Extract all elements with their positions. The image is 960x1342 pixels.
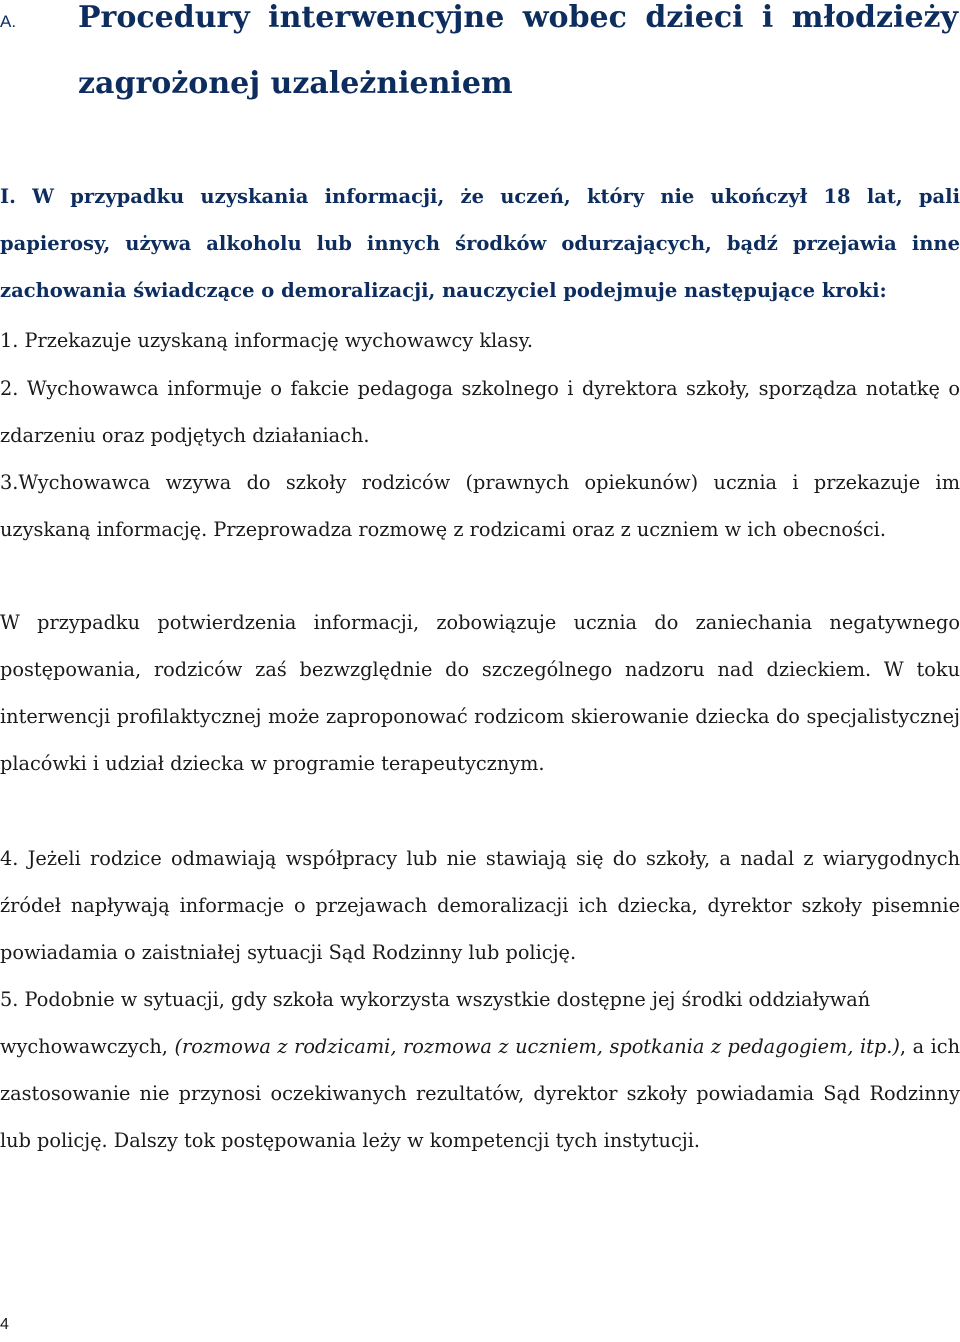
step-5-end: , a ich zastosowanie nie przynosi oczekiwanych rezultatów, dyrektor szkoły powiadamia Sąd Rodzinny lub policję. Dalszy tok postępowania leży w kompetencji tych instytucji.: [0, 1035, 960, 1152]
section-title-part1: Procedury interwencyjne wobec dzieci i młodzieży: [78, 0, 958, 35]
page-number: 4: [0, 1316, 9, 1333]
step-2: 2. Wychowawca informuje o fakcie pedagoga szkolnego i dyrektora szkoły, sporządza notatkę o zdarzeniu oraz podjętych działaniach.: [0, 377, 960, 447]
step-5-line1: 5. Podobnie w sytuacji, gdy szkoła wykorzysta wszystkie dostępne jej środki oddziaływań: [0, 988, 871, 1011]
step-4: 4. Jeżeli rodzice odmawiają współpracy lub nie stawiają się do szkoły, a nadal z wiarygodnych źródeł napływają informacje o przejawach demoralizacji ich dziecka, dyrektor szkoły pisemnie powiadamia o zaistniałej sytuacji Sąd Rodzinny lub policję.: [0, 847, 960, 964]
step-3-continuation: W przypadku potwierdzenia informacji, zobowiązuje ucznia do zaniechania negatywnego postępowania, rodziców zaś bezwzględnie do szczególnego nadzoru nad dzieckiem. W toku interwencji profilaktycznej może zaproponować rodzicom skierowanie dziecka do specjalistycznej placówki i udział dziecka w programie terapeutycznym.: [0, 611, 960, 775]
step-5: [0, 976, 960, 1164]
step-5-continuation: [0, 1023, 960, 1164]
section-heading: [0, 0, 958, 115]
step-3: 3.Wychowawca wzywa do szkoły rodziców (prawnych opiekunów) ucznia i przekazuje im uzyskaną informację. Przeprowadza rozmowę z rodzicami oraz z uczniem w ich obecności.: [0, 471, 960, 541]
intro-paragraph: I. W przypadku uzyskania informacji, że uczeń, który nie ukończył 18 lat, pali papierosy, używa alkoholu lub innych środków odurzających, bądź przejawia inne zachowania świadczące o demoralizacji, nauczyciel podejmuje następujące kroki:: [0, 185, 960, 302]
step-5-start: wychowawczych,: [0, 1035, 175, 1058]
section-marker: A.: [0, 12, 17, 31]
section-title-part2: zagrożonej uzależnieniem: [78, 66, 513, 101]
step-1: 1. Przekazuje uzyskaną informację wychowawcy klasy.: [0, 329, 534, 352]
step-5-italic: (rozmowa z rodzicami, rozmowa z uczniem, spotkania z pedagogiem, itp.): [174, 1035, 900, 1058]
section-heading-line1: [0, 0, 958, 53]
